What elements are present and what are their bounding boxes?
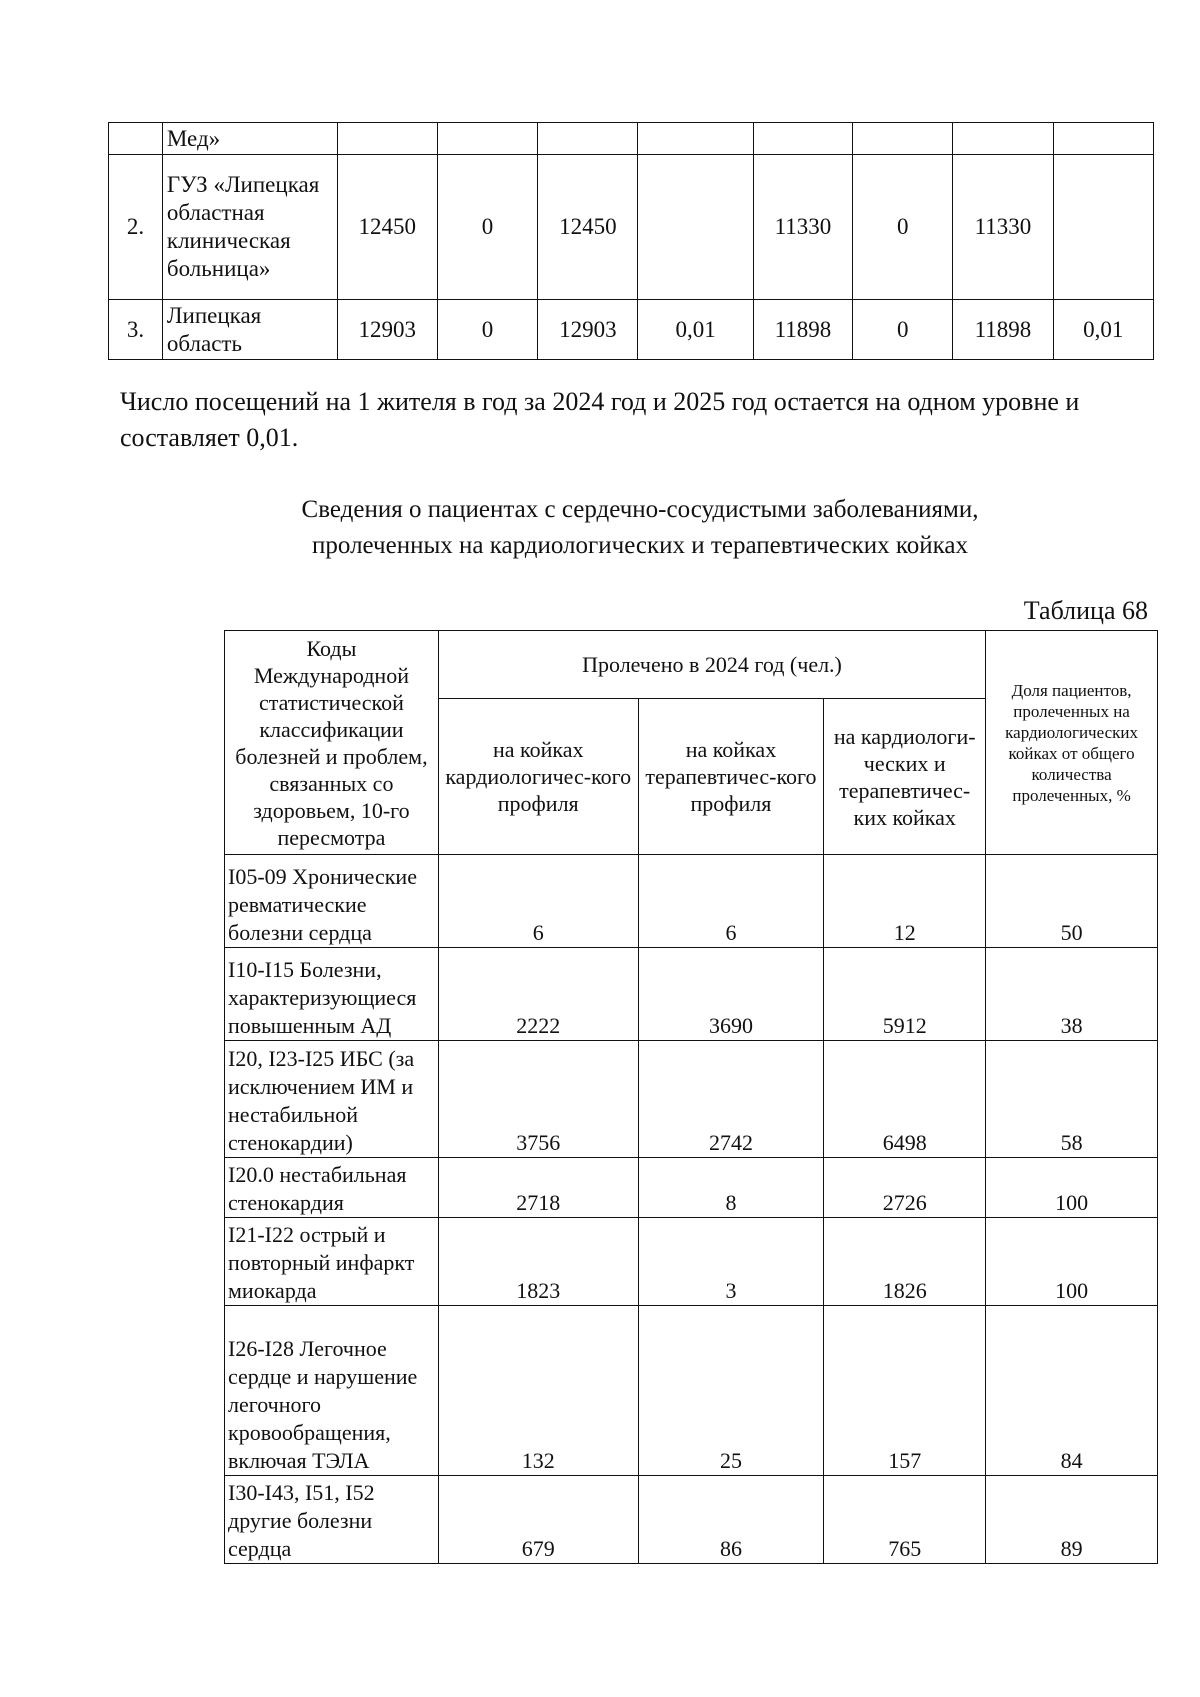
cell — [1053, 123, 1153, 155]
cell: 0,01 — [638, 300, 753, 360]
cell: 0 — [853, 155, 953, 300]
cell-cardio: 2718 — [438, 1158, 638, 1218]
cell-therapy: 2742 — [638, 1041, 824, 1158]
cell — [337, 123, 437, 155]
header-share: Доля пациентов, пролеченных на кардиологических койках от общего количества пролеченных, % — [986, 631, 1158, 855]
cell — [538, 123, 638, 155]
row-name: I10-I15 Болезни, характеризующиеся повышенным АД — [225, 948, 439, 1041]
cell-therapy: 3 — [638, 1218, 824, 1306]
cell-both: 6498 — [824, 1041, 986, 1158]
cell-share: 50 — [986, 855, 1158, 948]
cell — [853, 123, 953, 155]
cell: 0 — [437, 155, 537, 300]
cell-therapy: 25 — [638, 1306, 824, 1476]
table-row — [225, 1306, 1158, 1476]
table-row — [225, 1041, 1158, 1158]
cell-cardio: 3756 — [438, 1041, 638, 1158]
cell-share: 89 — [986, 1476, 1158, 1564]
cell: 11898 — [753, 300, 852, 360]
cell-cardio: 679 — [438, 1476, 638, 1564]
table-row — [109, 155, 1154, 300]
cell: 0 — [437, 300, 537, 360]
cell-share: 100 — [986, 1218, 1158, 1306]
section-title — [200, 492, 1080, 564]
section-title-line: пролеченных на кардиологических и терапевтических койках — [312, 532, 968, 559]
cell-therapy: 3690 — [638, 948, 824, 1041]
cell-cardio: 6 — [438, 855, 638, 948]
cell — [437, 123, 537, 155]
cell — [638, 123, 753, 155]
header-cardio: на койках кардиологичес-кого профиля — [438, 699, 638, 855]
cardio-table — [224, 630, 1158, 1564]
cell-share: 100 — [986, 1158, 1158, 1218]
top-table — [108, 122, 1154, 360]
cell — [638, 155, 753, 300]
cell — [1053, 155, 1153, 300]
table-row — [225, 1218, 1158, 1306]
row-name: I20.0 нестабильная стенокардия — [225, 1158, 439, 1218]
cell-both: 2726 — [824, 1158, 986, 1218]
cell: 12450 — [337, 155, 437, 300]
cell-therapy: 6 — [638, 855, 824, 948]
paragraph: Число посещений на 1 жителя в год за 2024 год и 2025 год остается на одном уровне и составляет 0,01. — [120, 387, 1080, 452]
row-name: I20, I23-I25 ИБС (за исключением ИМ и нестабильной стенокардии) — [225, 1041, 439, 1158]
cell-share: 84 — [986, 1306, 1158, 1476]
cell: 11330 — [953, 155, 1053, 300]
cell-both: 157 — [824, 1306, 986, 1476]
row-name: ГУЗ «Липецкая областная клиническая больница» — [162, 155, 337, 300]
row-name: I21-I22 острый и повторный инфаркт миокарда — [225, 1218, 439, 1306]
table-row — [109, 123, 1154, 155]
cell — [953, 123, 1053, 155]
cell: 12903 — [538, 300, 638, 360]
row-name: Липецкая область — [162, 300, 337, 360]
cell: 0,01 — [1053, 300, 1153, 360]
header-row — [225, 631, 1158, 699]
cell-therapy: 86 — [638, 1476, 824, 1564]
row-name: Мед» — [162, 123, 337, 155]
row-name: I30-I43, I51, I52 другие болезни сердца — [225, 1476, 439, 1564]
cell: 12450 — [538, 155, 638, 300]
cell-cardio: 2222 — [438, 948, 638, 1041]
header-both: на кардиологи-ческих и терапевтичес-ких койках — [824, 699, 986, 855]
cell: 11898 — [953, 300, 1053, 360]
cell-share: 38 — [986, 948, 1158, 1041]
cell-both: 1826 — [824, 1218, 986, 1306]
row-number — [109, 123, 163, 155]
header-codes: Коды Международной статистической классификации болезней и проблем, связанных со здоровьем, 10-го пересмотра — [225, 631, 439, 855]
header-therapy: на койках терапевтичес-кого профиля — [638, 699, 824, 855]
row-name: I26-I28 Легочное сердце и нарушение легочного кровообращения, включая ТЭЛА — [225, 1306, 439, 1476]
cell-share: 58 — [986, 1041, 1158, 1158]
cell-both: 5912 — [824, 948, 986, 1041]
row-number: 2. — [109, 155, 163, 300]
section-title-line: Сведения о пациентах с сердечно-сосудистыми заболеваниями, — [301, 496, 979, 523]
header-treated: Пролечено в 2024 год (чел.) — [438, 631, 985, 699]
cell: 11330 — [753, 155, 852, 300]
table-row — [225, 1476, 1158, 1564]
table-row — [225, 948, 1158, 1041]
cell — [753, 123, 852, 155]
table-row — [225, 1158, 1158, 1218]
cell-both: 12 — [824, 855, 986, 948]
cell: 12903 — [337, 300, 437, 360]
cell-cardio: 1823 — [438, 1218, 638, 1306]
table-row — [109, 300, 1154, 360]
cell-cardio: 132 — [438, 1306, 638, 1476]
table-label: Таблица 68 — [1023, 596, 1148, 625]
table-row — [225, 855, 1158, 948]
cell: 0 — [853, 300, 953, 360]
row-name: I05-09 Хронические ревматические болезни сердца — [225, 855, 439, 948]
row-number: 3. — [109, 300, 163, 360]
cell-therapy: 8 — [638, 1158, 824, 1218]
cell-both: 765 — [824, 1476, 986, 1564]
